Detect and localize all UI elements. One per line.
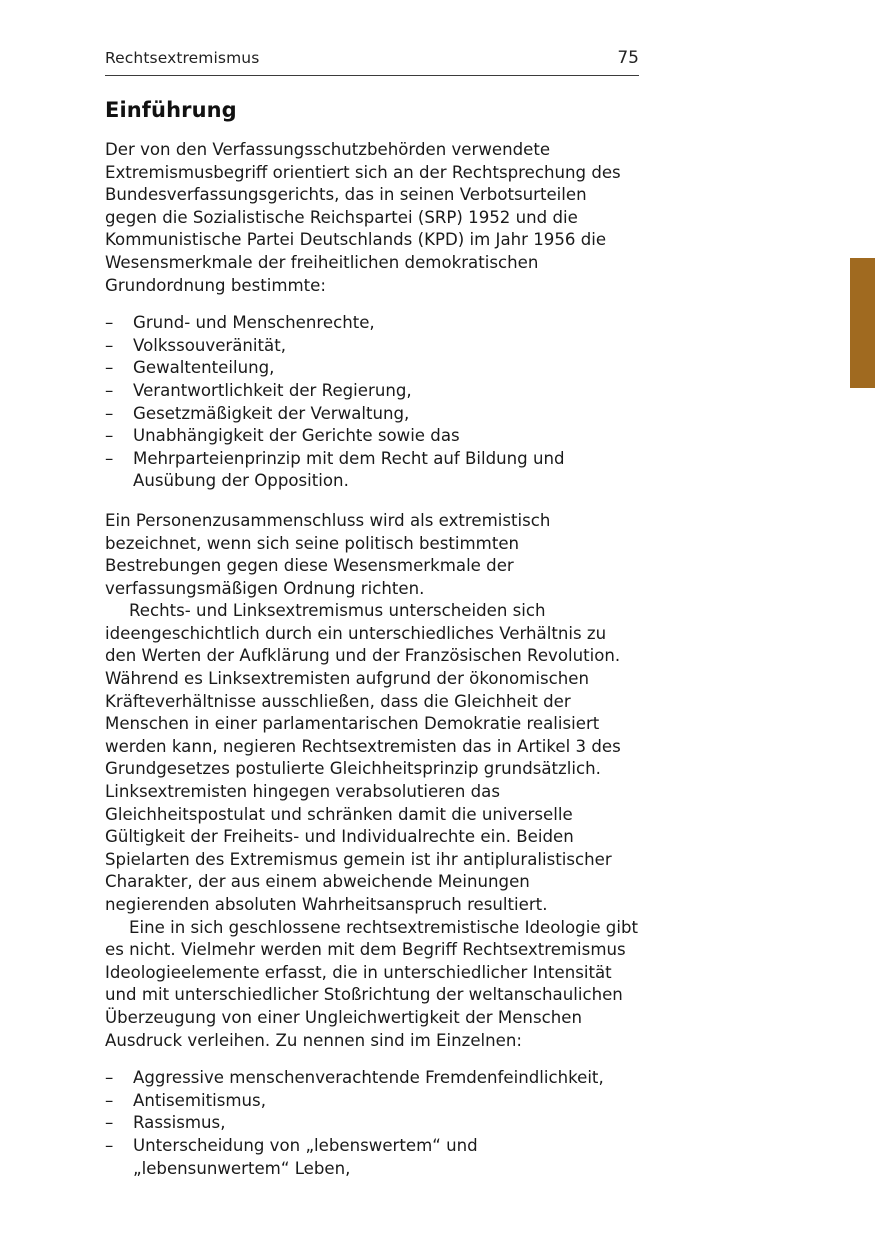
list-item [105, 357, 639, 380]
list-item-label: Verantwortlichkeit der Regierung, [133, 380, 412, 400]
list-item [105, 312, 639, 335]
list-item-label: Unabhängigkeit der Gerichte sowie das [133, 426, 460, 446]
list-item-label: Mehrparteienprinzip mit dem Recht auf Bildung und Ausübung der Opposition. [133, 448, 565, 491]
list-item-label: Gesetzmäßigkeit der Verwaltung, [133, 403, 410, 423]
list-item-label: Unterscheidung von „lebenswertem“ und „lebensunwertem“ Leben, [133, 1135, 478, 1178]
running-head [105, 48, 639, 76]
page-content [105, 48, 639, 1180]
page-tab-marker [850, 258, 875, 388]
list-item-label: Antisemitismus, [133, 1090, 266, 1110]
list-item [105, 1090, 639, 1113]
paragraph-rechts-links: Rechts- und Linksextremismus unterscheiden sich ideengeschichtlich durch ein unterschiedliches Verhältnis zu den Werten der Aufklärung und der Französischen Revolution. Während es Linksextremisten aufgrund der ökonomischen Kräfteverhältnisse ausschließen, dass die Gleichheit der Menschen in einer parlamentarischen Demokratie realisiert werden kann, negieren Rechtsextremisten das in Artikel 3 des Grundgesetzes postulierte Gleichheitsprinzip grundsätzlich. Linksextremisten hingegen verabsolutieren das Gleichheitspostulat und schränken damit die universelle Gültigkeit der Freiheits- und Individualrechte ein. Beiden Spielarten des Extremismus gemein ist ihr antipluralistischer Charakter, der aus einem abweichende Meinungen negierenden absoluten Wahrheitsanspruch resultiert. [105, 601, 621, 914]
list-ideologieelemente [105, 1067, 639, 1180]
dash-bullet-icon: – [105, 426, 114, 446]
list-item [105, 1135, 639, 1180]
list-item [105, 403, 639, 426]
list-item [105, 335, 639, 358]
list-item-label: Rassismus, [133, 1113, 226, 1133]
dash-bullet-icon: – [105, 358, 114, 378]
list-wesensmerkmale [105, 312, 639, 493]
dash-bullet-icon: – [105, 313, 114, 333]
list-item-label: Volkssouveränität, [133, 335, 286, 355]
dash-bullet-icon: – [105, 448, 114, 468]
running-head-title: Rechtsextremismus [105, 49, 260, 67]
page-title: Einführung [105, 98, 237, 122]
list-item [105, 1112, 639, 1135]
paragraph-personenzusammenschluss: Ein Personenzusammenschluss wird als extremistisch bezeichnet, wenn sich seine politisch bestimmten Bestrebungen gegen diese Wesensmerkmale der verfassungsmäßigen Ordnung richten. [105, 510, 551, 598]
page-number: 75 [617, 48, 639, 68]
dash-bullet-icon: – [105, 1113, 114, 1133]
dash-bullet-icon: – [105, 380, 114, 400]
dash-bullet-icon: – [105, 1090, 114, 1110]
list-item [105, 1067, 639, 1090]
dash-bullet-icon: – [105, 1068, 114, 1088]
list-item-label: Grund- und Menschenrechte, [133, 313, 375, 333]
list-item-label: Aggressive menschenverachtende Fremdenfeindlichkeit, [133, 1068, 604, 1088]
list-item [105, 448, 639, 493]
dash-bullet-icon: – [105, 1135, 114, 1155]
list-item [105, 425, 639, 448]
paragraph-ideologie: Eine in sich geschlossene rechtsextremistische Ideologie gibt es nicht. Vielmehr werden mit dem Begriff Rechtsextremismus Ideologieelemente erfasst, die in unterschiedlicher Intensität und mit unterschiedlicher Stoßrichtung der weltanschaulichen Überzeugung von einer Ungleichwertigkeit der Menschen Ausdruck verleihen. Zu nennen sind im Einzelnen: [105, 917, 638, 1050]
dash-bullet-icon: – [105, 335, 114, 355]
list-item [105, 380, 639, 403]
list-item-label: Gewaltenteilung, [133, 358, 275, 378]
paragraph-intro: Der von den Verfassungsschutzbehörden verwendete Extremismusbegriff orientiert sich an der Rechtsprechung des Bundesverfassungsgerichts, das in seinen Verbotsurteilen gegen die Sozialistische Reichspartei (SRP) 1952 und die Kommunistische Partei Deutschlands (KPD) im Jahr 1956 die Wesensmerkmale der freiheitlichen demokratischen Grundordnung bestimmte: [105, 140, 621, 295]
dash-bullet-icon: – [105, 403, 114, 423]
